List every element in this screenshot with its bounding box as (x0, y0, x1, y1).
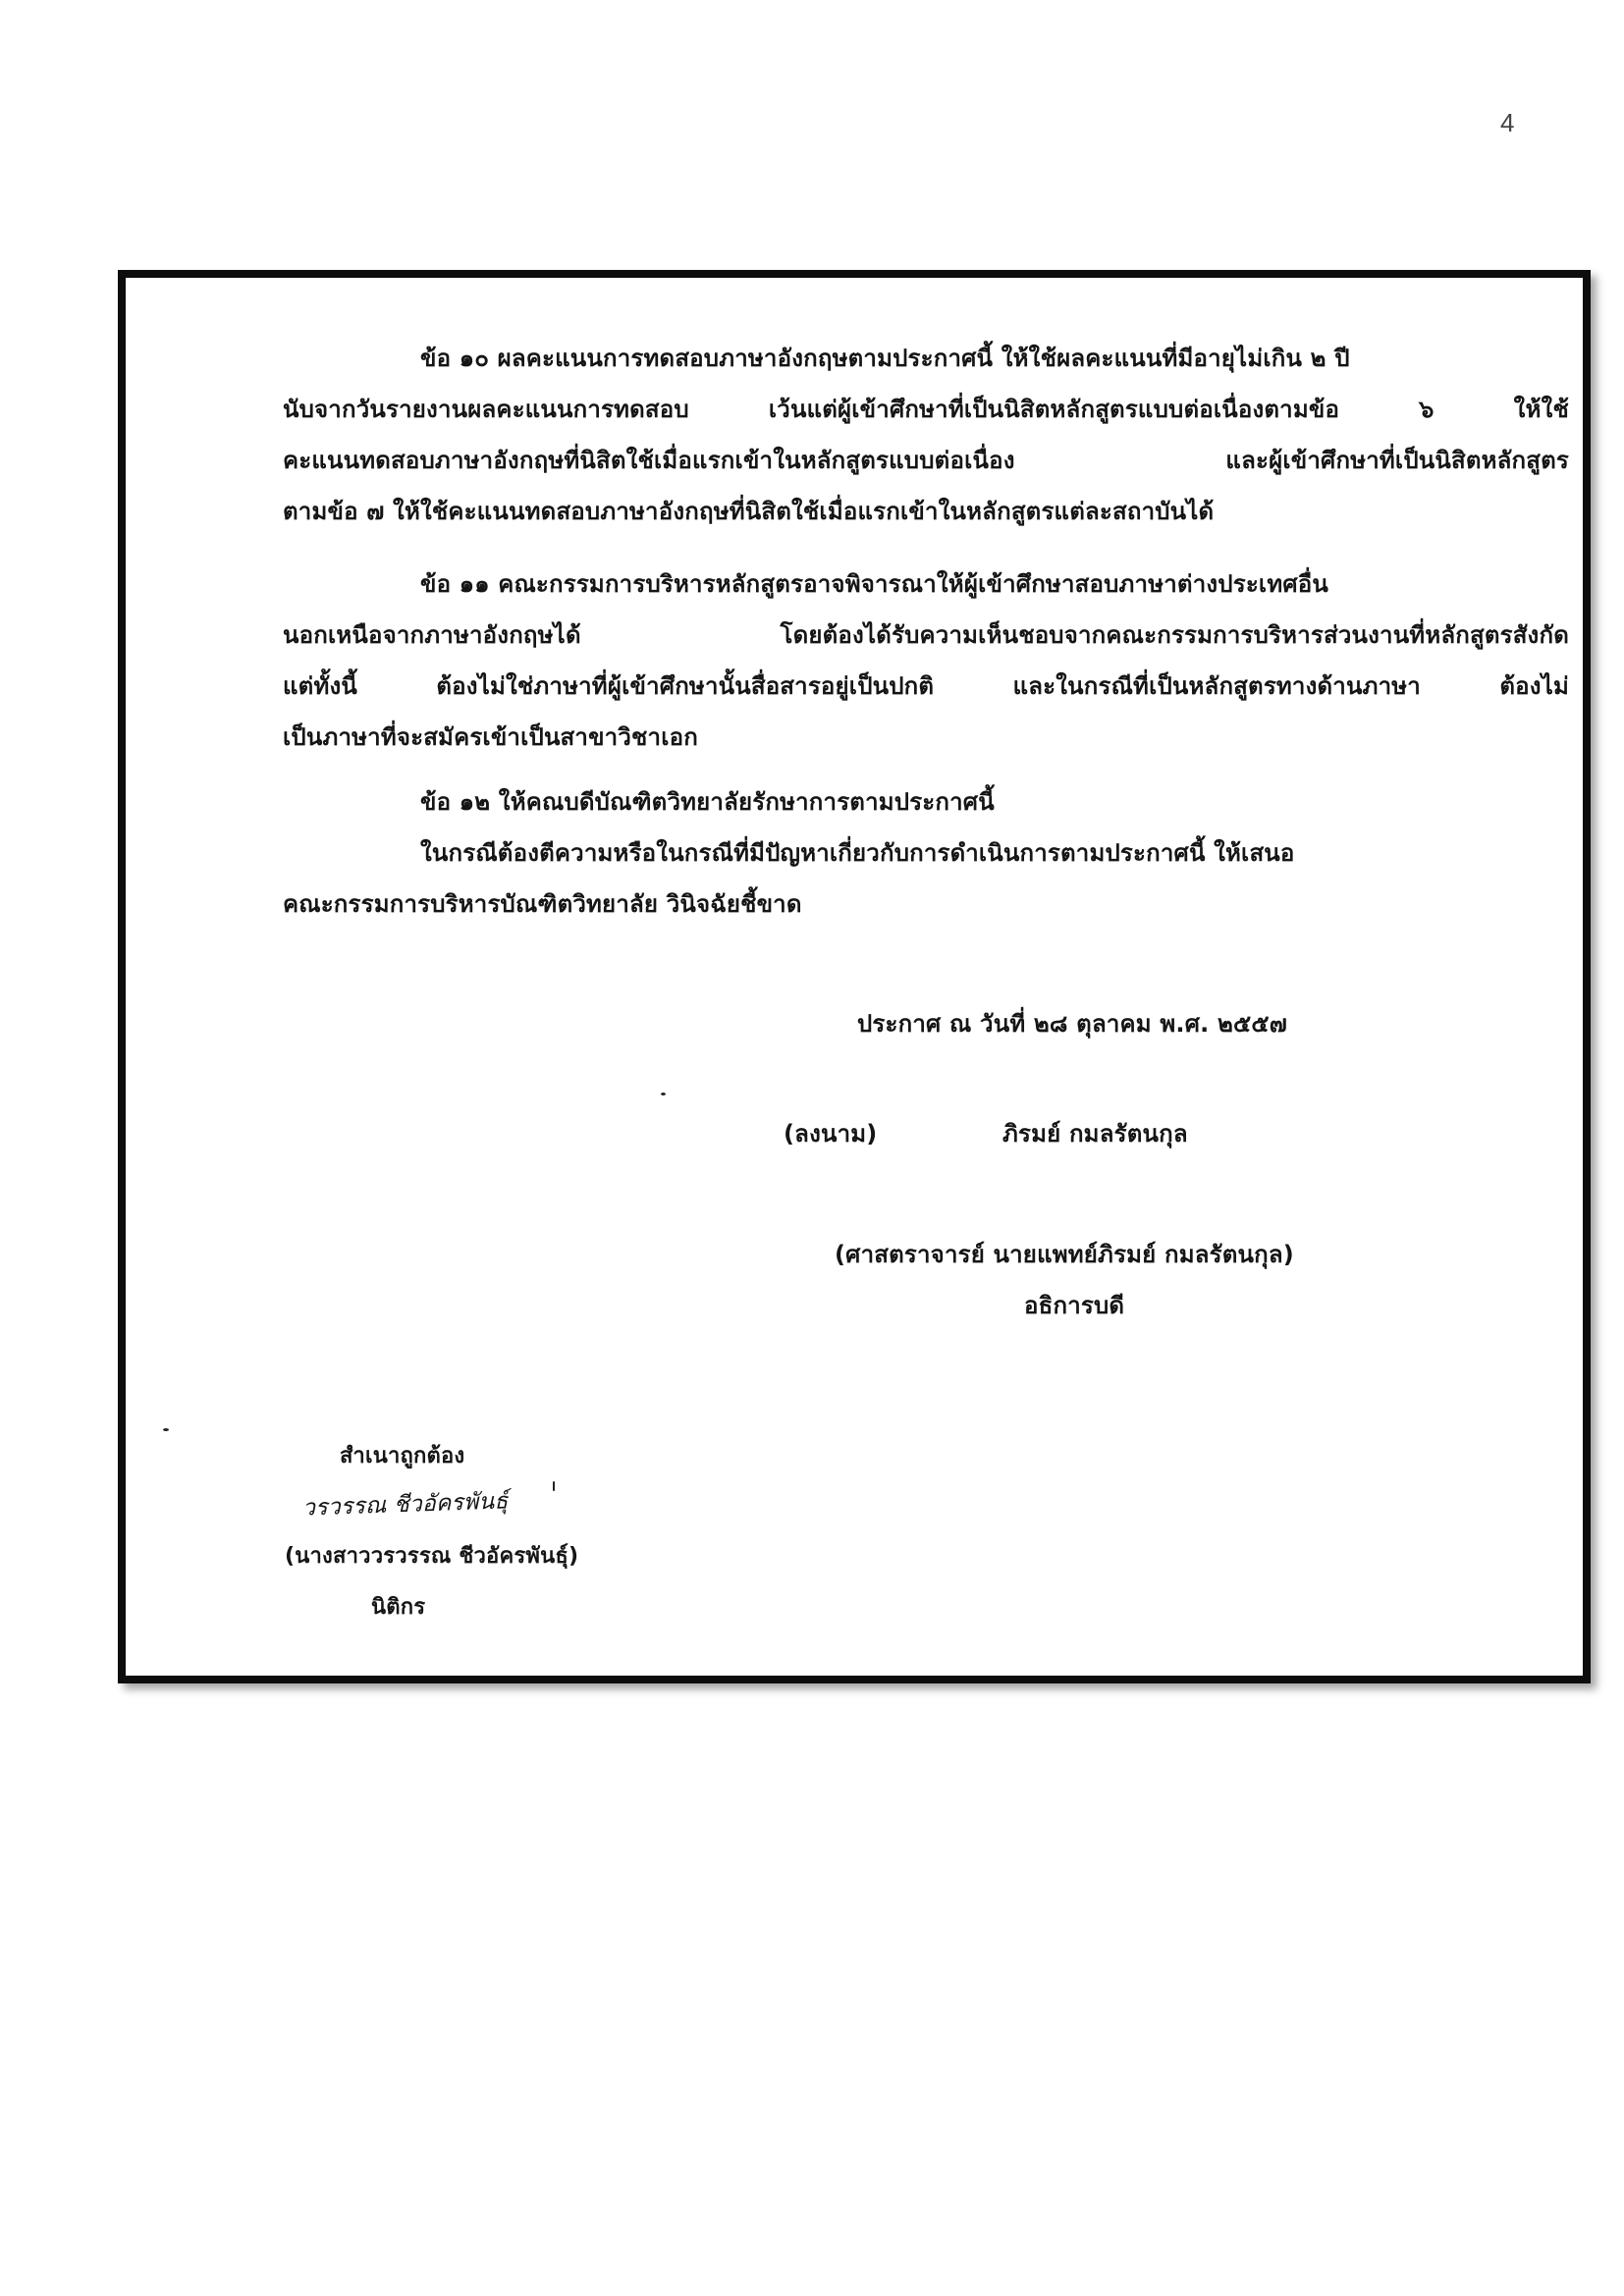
signer-name: ภิรมย์ กมลรัตนกุล (1002, 1120, 1188, 1148)
clause-10-line-1: ข้อ ๑๐ ผลคะแนนการทดสอบภาษาอังกฤษตามประกาศนี้ ให้ใช้ผลคะแนนที่มีอายุไม่เกิน ๒ ปี (420, 345, 1350, 372)
signed-label: (ลงนาม) (784, 1120, 878, 1148)
signer-full-name: (ศาสตราจารย์ นายแพทย์ภิรมย์ กมลรัตนกุล) (835, 1241, 1294, 1268)
clause-10-line-2: นับจากวันรายงานผลคะแนนการทดสอบ เว้นแต่ผู้เข้าศึกษาที่เป็นนิสิตหลักสูตรแบบต่อเนื่องตามข้อ ๖ ให้ใช้ (283, 396, 1569, 423)
clause-11-line-2: นอกเหนือจากภาษาอังกฤษได้ โดยต้องได้รับความเห็นชอบจากคณะกรรมการบริหารส่วนงานที่หลักสูตรสังกัด (283, 621, 1569, 649)
clause-12-line-2: ในกรณีต้องตีความหรือในกรณีที่มีปัญหาเกี่ยวกับการดำเนินการตามประกาศนี้ ให้เสนอ (420, 839, 1295, 867)
clause-11-line-4: เป็นภาษาที่จะสมัครเข้าเป็นสาขาวิชาเอก (283, 723, 698, 751)
scan-speck (553, 1481, 555, 1491)
handwritten-signature: วรวรรณ ชีวอัครพันธุ์ (301, 1488, 509, 1522)
signer-position: อธิการบดี (1024, 1292, 1125, 1319)
clause-10-line-3: คะแนนทดสอบภาษาอังกฤษที่นิสิตใช้เมื่อแรกเข้าในหลักสูตรแบบต่อเนื่อง และผู้เข้าศึกษาที่เป็นนิสิตหลักสูตร (283, 447, 1569, 474)
certified-copy-title: นิติกร (371, 1595, 426, 1620)
clause-11-line-3: แต่ทั้งนี้ ต้องไม่ใช่ภาษาที่ผู้เข้าศึกษานั้นสื่อสารอยู่เป็นปกติ และในกรณีที่เป็นหลักสูตรทางด้านภาษา ต้องไม่ (283, 672, 1569, 700)
certified-copy-name: (นางสาววรวรรณ ชีวอัครพันธุ์) (285, 1544, 579, 1569)
clause-10-line-4: ตามข้อ ๗ ให้ใช้คะแนนทดสอบภาษาอังกฤษที่นิสิตใช้เมื่อแรกเข้าในหลักสูตรแต่ละสถาบันได้ (283, 498, 1215, 525)
clause-11-line-1: ข้อ ๑๑ คณะกรรมการบริหารหลักสูตรอาจพิจารณาให้ผู้เข้าศึกษาสอบภาษาต่างประเทศอื่น (420, 570, 1328, 598)
scan-speck (163, 1428, 169, 1431)
page-number: 4 (1500, 108, 1515, 137)
clause-12-line-3: คณะกรรมการบริหารบัณฑิตวิทยาลัย วินิจฉัยชี้ขาด (283, 890, 802, 918)
scanned-announcement-image (118, 270, 1591, 1683)
scan-speck (661, 1093, 666, 1095)
clause-12-line-1: ข้อ ๑๒ ให้คณบดีบัณฑิตวิทยาลัยรักษาการตามประกาศนี้ (420, 788, 995, 816)
certified-copy-label: สำเนาถูกต้อง (340, 1444, 465, 1468)
announcement-date: ประกาศ ณ วันที่ ๒๘ ตุลาคม พ.ศ. ๒๕๕๗ (857, 1010, 1288, 1038)
